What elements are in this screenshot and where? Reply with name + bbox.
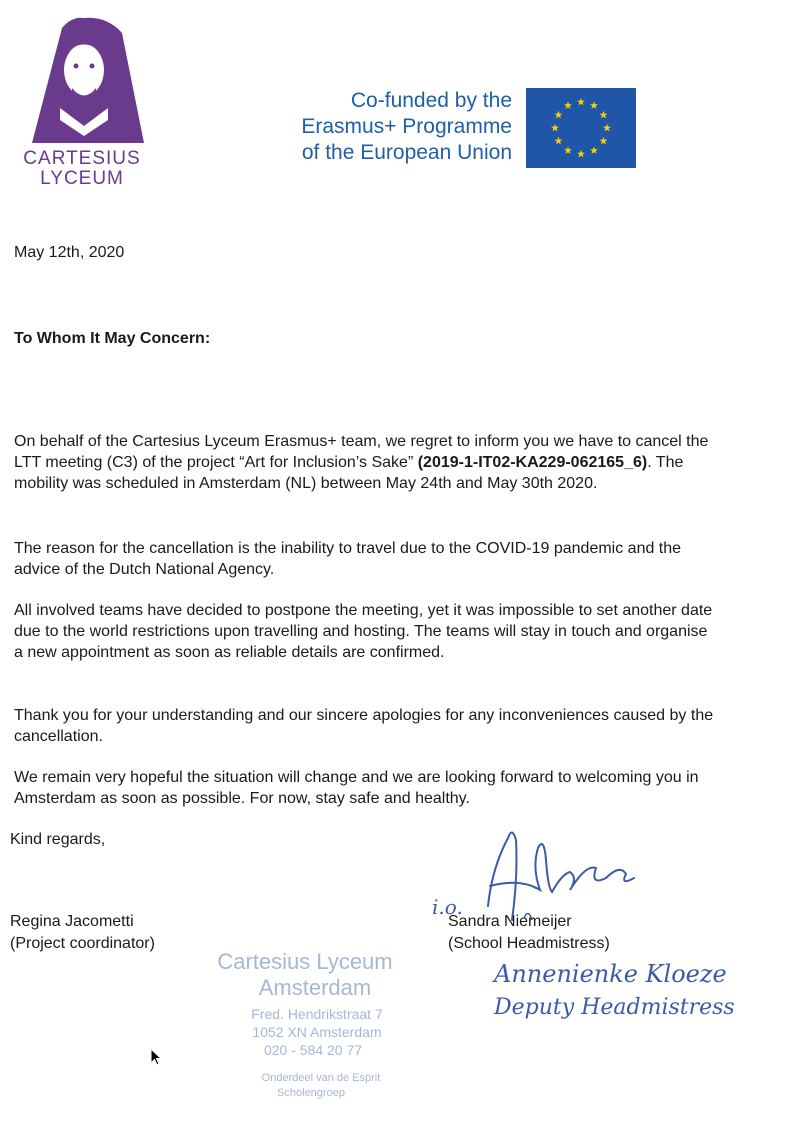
logo-text-cartesius: CARTESIUS <box>23 148 141 169</box>
stamp-line-3: Fred. Hendrikstraat 7 <box>251 1006 383 1022</box>
eu-flag-icon <box>526 88 636 168</box>
paragraph-postpone: All involved teams have decided to postpone the meeting, yet it was impossible to set another date due to the world restrictions upon travelling and hosting. The teams will stay in touch and organise a new appointment as soon as reliable details are confirmed. <box>14 602 713 661</box>
coordinator-role: (Project coordinator) <box>10 935 155 952</box>
deputy-role-handwritten: Deputy Headmistress <box>494 995 735 1020</box>
erasmus-line-2: Erasmus+ Programme <box>301 115 512 138</box>
signature-io-text: i.o. <box>432 895 463 919</box>
coordinator-name: Regina Jacometti <box>10 913 134 930</box>
descartes-portrait-icon <box>12 8 152 148</box>
letter-date: May 12th, 2020 <box>14 244 125 261</box>
handwritten-deputy-note <box>480 950 790 1030</box>
letter-salutation: To Whom It May Concern: <box>14 330 211 347</box>
headmistress-name: Sandra Niemeijer <box>448 913 572 930</box>
paragraph-cancellation <box>14 431 714 494</box>
stamp-line-5: 020 - 584 20 77 <box>263 1042 363 1058</box>
paragraph-cancellation-part-b: . The mobility was scheduled in Amsterdam (NL) between May 24th and May 30th 2020. <box>14 454 684 492</box>
paragraph-hopeful: We remain very hopeful the situation will change and we are looking forward to welcoming you in Amsterdam as soon as possible. For now, stay safe and healthy. <box>14 769 699 807</box>
stamp-line-1: Cartesius Lyceum <box>217 949 393 974</box>
erasmus-cofunded-text <box>268 88 512 166</box>
project-code: (2019-1-IT02-KA229-062165_6) <box>417 454 648 471</box>
erasmus-line-3: of the European Union <box>301 141 512 164</box>
headmistress-role: (School Headmistress) <box>448 935 610 952</box>
stamp-line-6: Onderdeel van de Esprit <box>261 1072 381 1084</box>
erasmus-line-1: Co-funded by the <box>350 89 512 112</box>
stamp-line-7: Scholengroep <box>277 1087 345 1099</box>
stamp-line-4: 1052 XN Amsterdam <box>252 1024 382 1040</box>
letter-closing: Kind regards, <box>10 831 106 848</box>
mouse-pointer-icon <box>150 1048 162 1066</box>
deputy-name-handwritten: Annenienke Kloeze <box>494 960 727 988</box>
paragraph-reason: The reason for the cancellation is the inability to travel due to the COVID-19 pandemic and the advice of the Dutch National Agency. <box>14 540 682 578</box>
cartesius-lyceum-logo <box>12 8 152 190</box>
paragraph-apology: Thank you for your understanding and our sincere apologies for any inconveniences caused by the cancellation. <box>14 707 714 745</box>
logo-text-lyceum: LYCEUM <box>40 168 124 189</box>
stamp-line-2: Amsterdam <box>258 975 372 1000</box>
school-stamp <box>205 945 435 1105</box>
paragraph-cancellation-part-a: On behalf of the Cartesius Lyceum Erasmus+ team, we regret to inform you we have to cancel the LTT meeting (C3) of the project “Art for Inclusion’s Sake” <box>14 433 709 471</box>
